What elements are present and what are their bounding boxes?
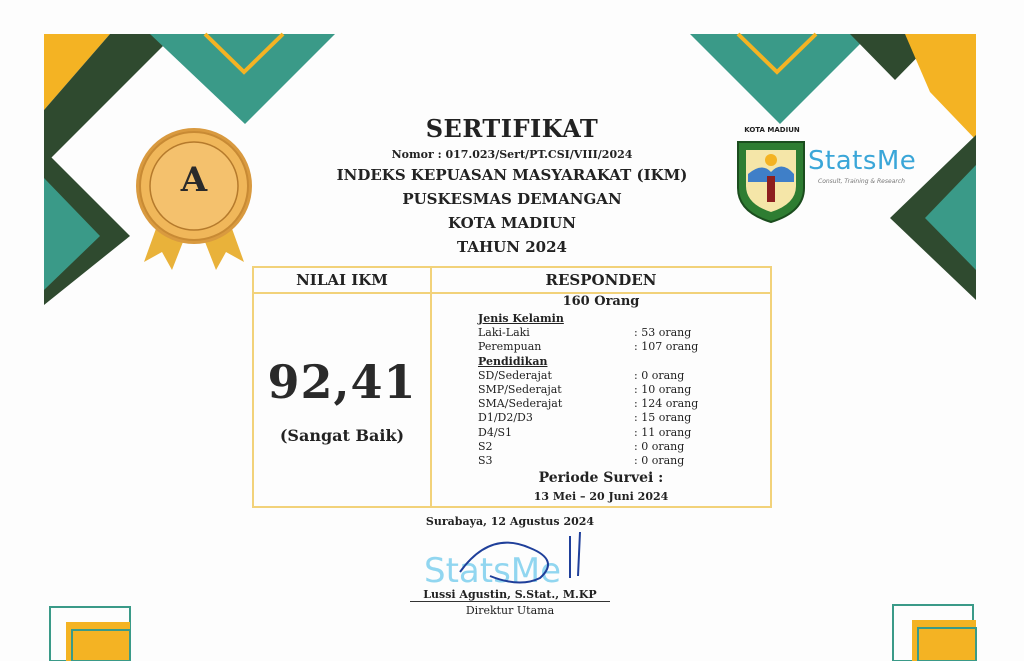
- list-item: [478, 383, 758, 397]
- education-label: SMP/Sederajat: [478, 382, 562, 396]
- education-value: : 0 orang: [634, 368, 685, 382]
- certificate-line-city: KOTA MADIUN: [448, 214, 576, 232]
- list-item: [478, 454, 758, 468]
- place-date: Surabaya, 12 Agustus 2024: [425, 515, 595, 528]
- certificate-title: SERTIFIKAT: [425, 114, 599, 143]
- respondent-breakdown: [478, 312, 758, 468]
- statsme-tagline: Consult, Training & Research: [818, 178, 905, 185]
- gender-section-title: Jenis Kelamin: [478, 312, 564, 325]
- survey-period-value: 13 Mei – 20 Juni 2024: [533, 490, 669, 503]
- certificate-line-puskesmas: PUSKESMAS DEMANGAN: [402, 190, 622, 208]
- education-value: : 0 orang: [634, 453, 685, 467]
- certificate-line-year: TAHUN 2024: [457, 238, 567, 256]
- education-value: : 124 orang: [634, 397, 699, 411]
- nilai-header: NILAI IKM: [296, 271, 388, 289]
- list-item: [478, 426, 758, 440]
- signature-stamp-icon: [420, 526, 610, 590]
- ikm-grade: (Sangat Baik): [279, 426, 405, 445]
- responden-header: RESPONDEN: [545, 271, 657, 289]
- city-label: KOTA MADIUN: [744, 126, 800, 134]
- signer-name: Lussi Agustin, S.Stat., M.KP: [423, 588, 597, 601]
- gender-label: Laki-Laki: [478, 326, 530, 340]
- ikm-score: 92,41: [267, 355, 417, 409]
- list-item: [478, 397, 758, 411]
- education-label: SMA/Sederajat: [478, 397, 563, 411]
- statsme-logo: StatsMe: [808, 146, 917, 176]
- list-item: [478, 440, 758, 454]
- certificate-line-ikm: INDEKS KEPUASAN MASYARAKAT (IKM): [336, 166, 688, 184]
- education-label: SD/Sederajat: [478, 368, 552, 382]
- gender-value: : 53 orang: [634, 326, 692, 340]
- list-item: [478, 369, 758, 383]
- education-label: S2: [478, 439, 493, 453]
- signer-role: Direktur Utama: [465, 604, 555, 617]
- badge-grade-letter: A: [180, 160, 208, 200]
- respondent-total: 160 Orang: [562, 294, 640, 309]
- list-item: [478, 411, 758, 425]
- education-value: : 10 orang: [634, 382, 692, 396]
- education-label: D4/S1: [478, 425, 513, 439]
- gender-label: Perempuan: [478, 340, 542, 354]
- education-value: : 11 orang: [634, 425, 692, 439]
- list-item: [478, 340, 758, 354]
- list-item: [478, 326, 758, 340]
- survey-period-title: Periode Survei :: [538, 470, 664, 486]
- education-value: : 0 orang: [634, 439, 685, 453]
- education-label: D1/D2/D3: [478, 411, 533, 425]
- svg-text:StatsMe: StatsMe: [424, 551, 562, 590]
- certificate-number: Nomor : 017.023/Sert/PT.CSI/VIII/2024: [391, 148, 633, 161]
- education-section-title: Pendidikan: [478, 354, 548, 368]
- signature-line: [410, 601, 610, 602]
- education-value: : 15 orang: [634, 411, 692, 425]
- gender-value: : 107 orang: [634, 340, 699, 354]
- education-label: S3: [478, 453, 493, 467]
